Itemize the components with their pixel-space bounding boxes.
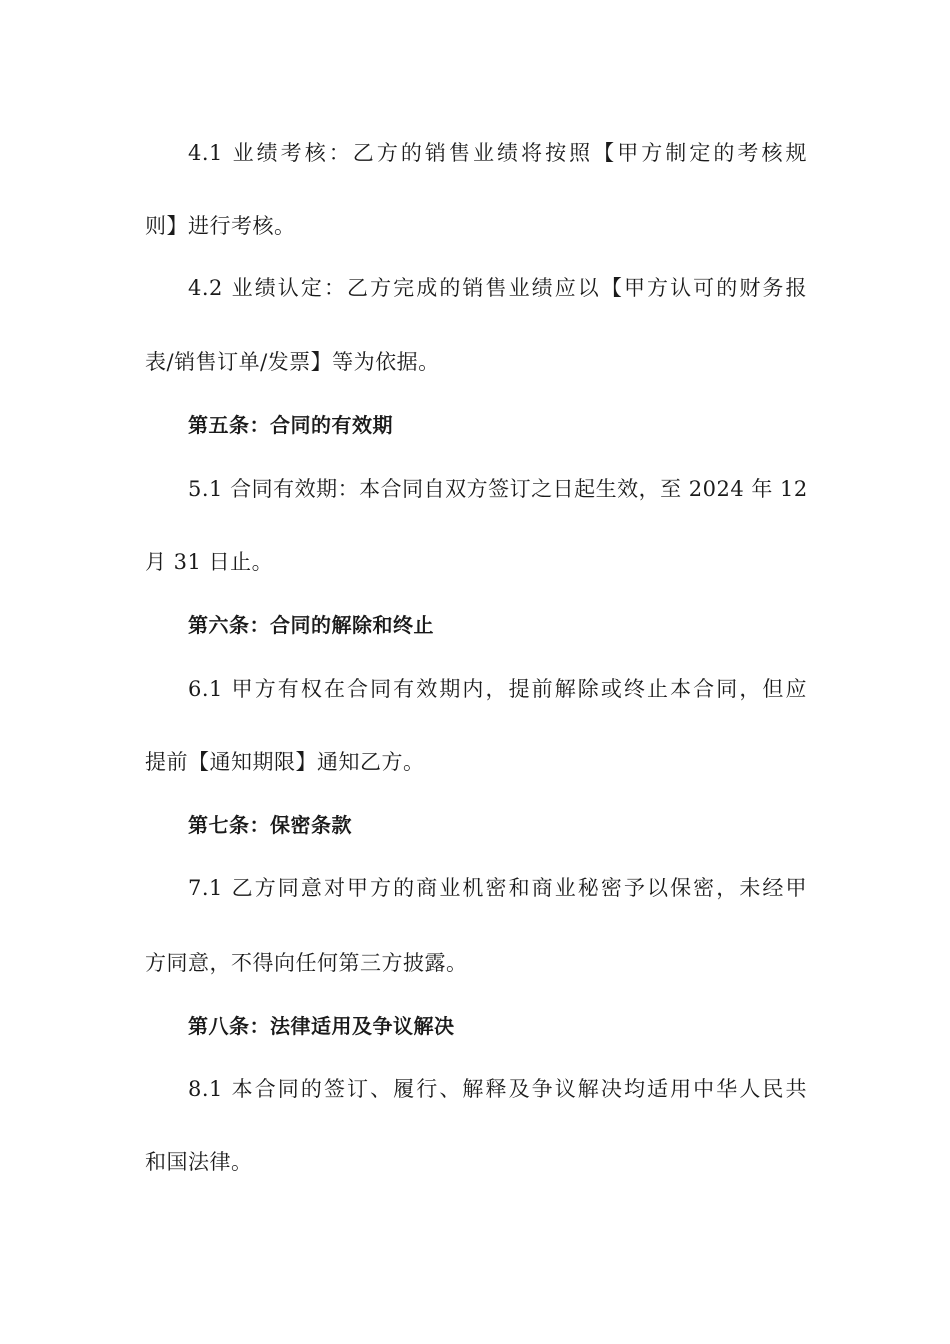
section-5-heading: 第五条：合同的有效期 (188, 413, 393, 437)
clause-4-2-line2: 表/销售订单/发票】等为依据。 (145, 350, 440, 374)
clause-4-2-line1: 4.2 业绩认定：乙方完成的销售业绩应以【甲方认可的财务报 (188, 276, 807, 300)
clause-4-1-line1: 4.1 业绩考核：乙方的销售业绩将按照【甲方制定的考核规 (188, 141, 807, 165)
section-8-heading: 第八条：法律适用及争议解决 (188, 1014, 455, 1038)
clause-5-1-line2: 月 31 日止。 (145, 550, 274, 574)
clause-8-1-line2: 和国法律。 (145, 1150, 253, 1174)
clause-4-1-line2: 则】进行考核。 (145, 214, 296, 238)
clause-5-1-line1: 5.1 合同有效期：本合同自双方签订之日起生效，至 2024 年 12 (188, 477, 808, 501)
section-6-heading: 第六条：合同的解除和终止 (188, 613, 434, 637)
clause-7-1-line1: 7.1 乙方同意对甲方的商业机密和商业秘密予以保密，未经甲 (188, 876, 807, 900)
clause-6-1-line2: 提前【通知期限】通知乙方。 (145, 750, 425, 774)
clause-7-1-line2: 方同意，不得向任何第三方披露。 (145, 951, 468, 975)
section-7-heading: 第七条：保密条款 (188, 813, 352, 837)
clause-6-1-line1: 6.1 甲方有权在合同有效期内，提前解除或终止本合同，但应 (188, 677, 807, 701)
clause-8-1-line1: 8.1 本合同的签订、履行、解释及争议解决均适用中华人民共 (188, 1077, 807, 1101)
